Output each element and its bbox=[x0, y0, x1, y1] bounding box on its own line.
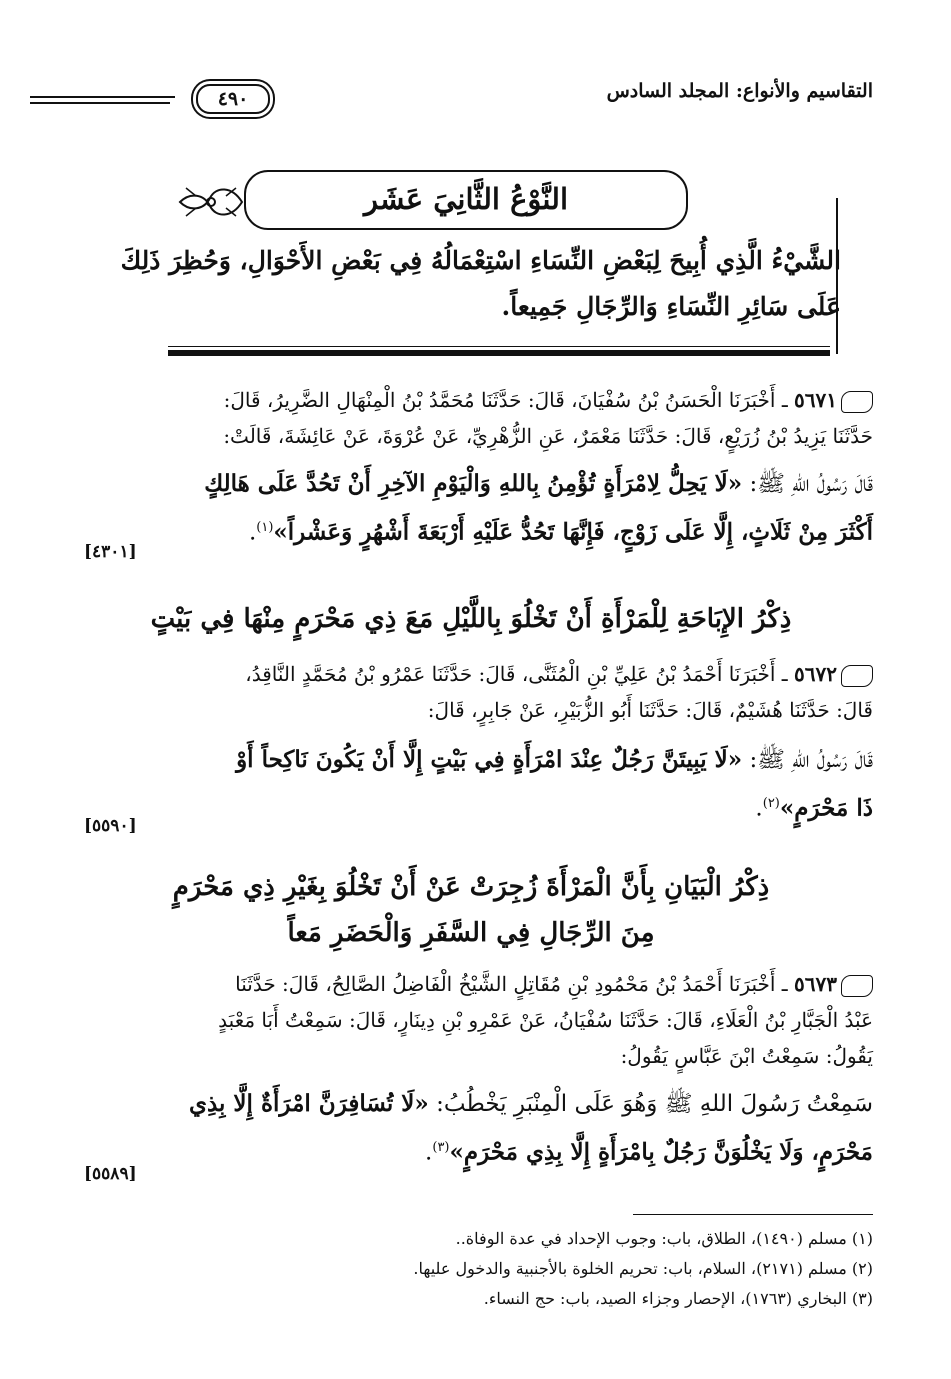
isnad-line: عَبْدُ الْجَبَّارِ بْنُ الْعَلَاءِ، قَالَ: حَدَّثَنَا سُفْيَانُ، عَنْ عَمْرِو بْنِ دِينَارٍ، قَالَ: سَمِعْتُ أَبَا مَعْبَدٍ bbox=[218, 1008, 873, 1032]
chapter-heading: ذِكْرُ الإِبَاحَةِ لِلْمَرْأَةِ أَنْ تَخْلُوَ بِاللَّيْلِ مَعَ ذِي مَحْرَمٍ مِنْهَا فِي بَيْتٍ bbox=[150, 604, 792, 634]
isnad bbox=[73, 382, 873, 418]
isnad-line: ـ أَخْبَرَنَا أَحْمَدُ بْنُ مَحْمُودِ بْنِ مُقَاتِلٍ الشَّيْخُ الْفَاضِلُ الصَّالِحُ، قَالَ: حَدَّثَنَا bbox=[235, 972, 788, 996]
isnad bbox=[73, 656, 873, 692]
hadith-number: ٥٦٧٣ bbox=[794, 972, 837, 996]
footnote-marker: (١) bbox=[256, 520, 274, 535]
isnad-line: حَدَّثَنَا يَزِيدُ بْنُ زُرَيْعٍ، قَالَ: حَدَّثَنَا مَعْمَرٌ، عَنِ الزُّهْرِيِّ، عَنْ عُرْوَةَ، عَنْ عَائِشَةَ، قَالَتْ: bbox=[223, 424, 873, 448]
hadith-number: ٥٦٧٢ bbox=[794, 662, 837, 686]
heading-line: ذِكْرُ الْبَيَانِ بِأَنَّ الْمَرْأَةَ زُجِرَتْ عَنْ أَنْ تَخْلُوَ بِغَيْرِ ذِي مَحْرَمٍ bbox=[172, 872, 770, 902]
hadith-5673 bbox=[73, 966, 873, 1175]
matn: ذَا مَحْرَمٍ»$^{(٢)}$. bbox=[755, 794, 873, 822]
matn bbox=[73, 462, 873, 506]
reference-number: [٤٣٠١] bbox=[84, 542, 137, 562]
hadith-5672 bbox=[73, 656, 873, 831]
reference-number: [٥٥٩٠] bbox=[84, 816, 137, 836]
footnote-marker: (٣) bbox=[432, 1140, 450, 1155]
footnote-divider bbox=[633, 1214, 873, 1215]
footnotes bbox=[73, 1224, 873, 1314]
isnad-line: ـ أَخْبَرَنَا الْحَسَنُ بْنُ سُفْيَانَ، قَالَ: حَدَّثَنَا مُحَمَّدُ بْنُ الْمِنْهَالِ الضَّرِيرُ، قَالَ: bbox=[223, 388, 788, 412]
section-intro bbox=[101, 238, 841, 330]
matn-intro: قَالَ رَسُولُ اللهِ ﷺ: bbox=[749, 747, 873, 773]
header-rule bbox=[30, 102, 170, 104]
matn: أَكْثَرَ مِنْ ثَلَاثٍ، إِلَّا عَلَى زَوْجٍ، فَإِنَّهَا تَحُدُّ عَلَيْهِ أَرْبَعَةَ أَشْهُرٍ وَعَشْراً»$^{(١)}$. bbox=[248, 518, 873, 546]
hadith-5671 bbox=[73, 382, 873, 555]
header-rule bbox=[30, 96, 175, 98]
reference-number: [٥٥٨٩] bbox=[84, 1164, 137, 1184]
matn-text: «لَا يَبِيتَنَّ رَجُلٌ عِنْدَ امْرَأَةٍ فِي بَيْتٍ إِلَّا أَنْ يَكُونَ نَاكِحاً أَوْ bbox=[236, 746, 743, 773]
matn-text: «لَا تُسَافِرَنَّ امْرَأَةٌ إِلَّا بِذِي bbox=[188, 1090, 429, 1117]
heading-line: مِنَ الرِّجَالِ فِي السَّفَرِ وَالْحَضَرِ مَعاً bbox=[287, 918, 655, 948]
isnad-line: ـ أَخْبَرَنَا أَحْمَدُ بْنُ عَلِيِّ بْنِ الْمُثَنَّى، قَالَ: حَدَّثَنَا عَمْرُو بْنُ مُحَمَّدٍ النَّاقِدُ، bbox=[245, 662, 788, 686]
divider bbox=[168, 346, 830, 347]
footnote: (٢) مسلم (٢١٧١)، السلام، باب: تحريم الخلوة بالأجنبية والدخول عليها. bbox=[413, 1259, 873, 1278]
isnad-line: قَالَ: حَدَّثَنَا هُشَيْمٌ، قَالَ: حَدَّثَنَا أَبُو الزُّبَيْرِ، عَنْ جَابِرٍ، قَالَ: bbox=[427, 698, 873, 722]
matn-text: ذَا مَحْرَمٍ» bbox=[779, 794, 873, 822]
isnad-line: يَقُولُ: سَمِعْتُ ابْنَ عَبَّاسٍ يَقُولُ: bbox=[620, 1044, 873, 1068]
footnote: (٣) البخاري (١٧٦٣)، الإحصار وجزاء الصيد، باب: حج النساء. bbox=[483, 1289, 873, 1308]
divider bbox=[168, 350, 830, 356]
matn bbox=[73, 738, 873, 782]
matn-text: مَحْرَمٍ، وَلَا يَخْلُوَنَّ رَجُلٌ بِامْرَأَةٍ إِلَّا بِذِي مَحْرَمٍ» bbox=[449, 1138, 873, 1166]
number-ornament-icon bbox=[841, 975, 873, 997]
intro-line: عَلَى سَائِرِ النِّسَاءِ وَالرِّجَالِ جَمِيعاً. bbox=[501, 292, 841, 321]
matn bbox=[73, 1082, 873, 1126]
page-number: ٤٩٠ bbox=[196, 84, 270, 114]
isnad bbox=[73, 966, 873, 1002]
intro-line: الشَّيْءُ الَّذِي أُبِيحَ لِبَعْضِ النِّسَاءِ اسْتِعْمَالُهُ فِي بَعْضِ الأَحْوَالِ، وَحُظِرَ ذَلِكَ bbox=[120, 246, 841, 275]
number-ornament-icon bbox=[841, 391, 873, 413]
section-title: النَّوْعُ الثَّانِيَ عَشَر bbox=[244, 170, 688, 230]
matn: مَحْرَمٍ، وَلَا يَخْلُوَنَّ رَجُلٌ بِامْرَأَةٍ إِلَّا بِذِي مَحْرَمٍ»$^{(٣)}$. bbox=[425, 1138, 873, 1166]
matn-text: «لَا يَحِلُّ لِامْرَأَةٍ تُؤْمِنُ بِاللهِ وَالْيَوْمِ الآخِرِ أَنْ تَحُدَّ عَلَى هَالِكٍ bbox=[204, 470, 743, 497]
footnote-marker: (٢) bbox=[762, 796, 780, 811]
ornament-icon bbox=[176, 178, 246, 226]
matn-intro: قَالَ رَسُولُ اللهِ ﷺ: bbox=[749, 471, 873, 497]
number-ornament-icon bbox=[841, 665, 873, 687]
matn-text: أَكْثَرَ مِنْ ثَلَاثٍ، إِلَّا عَلَى زَوْجٍ، فَإِنَّهَا تَحُدُّ عَلَيْهِ أَرْبَعَةَ أَشْهُرٍ وَعَشْراً» bbox=[273, 518, 873, 546]
chapter-heading bbox=[81, 864, 861, 956]
running-title: التقاسيم والأنواع: المجلد السادس bbox=[606, 80, 873, 102]
footnote: (١) مسلم (١٤٩٠)، الطلاق، باب: وجوب الإحداد في عدة الوفاة.. bbox=[455, 1229, 873, 1248]
matn-intro: سَمِعْتُ رَسُولَ اللهِ ﷺ وَهُوَ عَلَى الْمِنْبَرِ يَخْطُبُ: bbox=[436, 1091, 873, 1117]
hadith-number: ٥٦٧١ bbox=[794, 388, 837, 412]
